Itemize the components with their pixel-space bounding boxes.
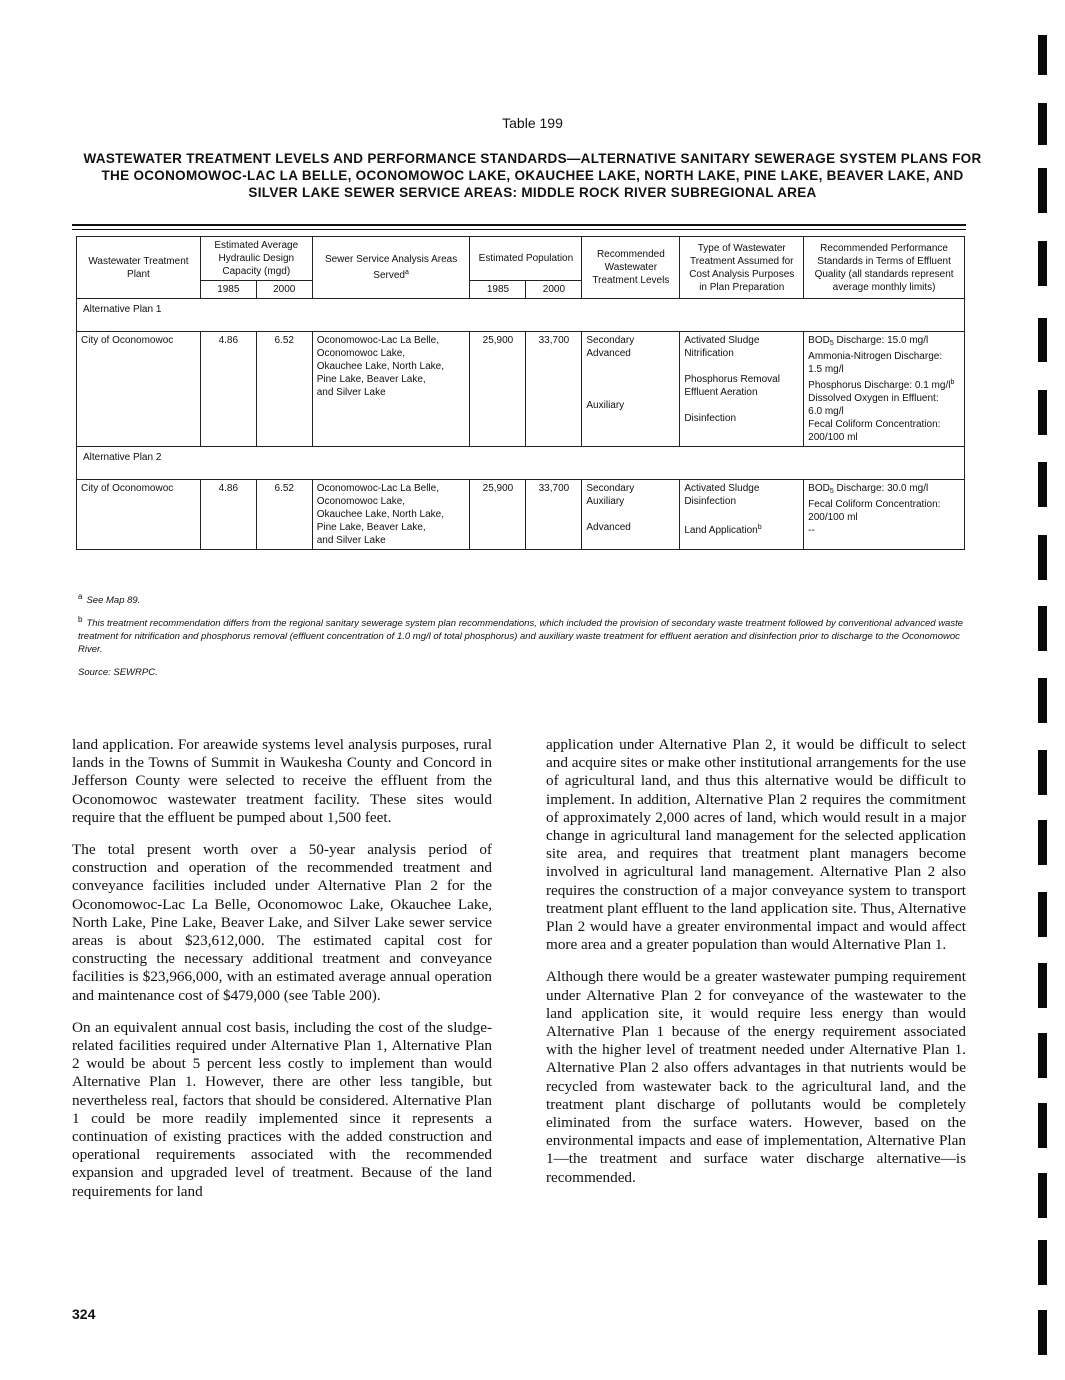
table-top-rule-thin	[72, 229, 966, 230]
revision-bar	[1038, 168, 1047, 213]
footnote-a: $^a$ See Map 89.	[78, 592, 141, 606]
revision-bar	[1038, 390, 1047, 435]
header-population-2000: 2000	[526, 281, 582, 299]
header-capacity: Estimated Average Hydraulic Design Capacity (mgd)	[200, 237, 312, 281]
paragraph: application under Alternative Plan 2, it would be difficult to select and acquire sites or make other institutional arrangements for the use of agricultural land, and thus this alternative would be difficult to implement. In addition, Alternative Plan 2 requires the commitment of approximately 2,000 acres of land, which would result in a major change in agricultural land management for the selected application site area, and requires that treatment plant managers become involved in agricultural land management. Alternative Plan 2 also requires the construction of a major conveyance system to transport treatment plant effluent to the land application site. Thus, Alternative Plan 2 would have a greater environmental impact and would affect more area and a greater population than would Alternative Plan 1.	[546, 736, 966, 954]
paragraph: On an equivalent annual cost basis, including the cost of the sludge-related facilities required under Alternative Plan 1, Alternative Plan 2 would be about 5 percent less costly to implement than would Alternative Plan 1. However, there are other less tangible, but nevertheless real, factors that should be considered. Alternative Plan 1 could be more readily implemented since it represents a continuation of existing practices with the added construction and operational requirements associated with the recommended expansion and upgraded level of treatment. Because of the land requirements for land	[72, 1018, 492, 1200]
service-areas: Oconomowoc-Lac La Belle, Oconomowoc Lake, Okauchee Lake, North Lake, Pine Lake, Beaver Lake, and Silver Lake	[312, 480, 470, 550]
body-column-right	[546, 736, 966, 1201]
revision-bar	[1038, 1240, 1047, 1285]
revision-bar	[1038, 606, 1047, 651]
plan-label: Alternative Plan 2	[77, 447, 965, 480]
revision-bar	[1038, 35, 1047, 75]
table-row	[77, 480, 965, 550]
header-capacity-2000: 2000	[256, 281, 312, 299]
header-population: Estimated Population	[470, 237, 582, 281]
header-standards: Recommended Performance Standards in Terms of Effluent Quality (all standards represent average monthly limits)	[804, 237, 965, 299]
body-column-left	[72, 736, 492, 1215]
plant-name: City of Oconomowoc	[77, 332, 201, 447]
plan-label: Alternative Plan 1	[77, 299, 965, 332]
paragraph: Although there would be a greater wastewater pumping requirement under Alternative Plan 2 for conveyance of the wastewater to the land application site, it would require less energy than would Alternative Plan 1 because of the energy requirement associated with the higher level of treatment needed under Alternative Plan 1. Alternative Plan 2 also offers advantages in that nutrients would be recycled from wastewater back to the agricultural land, and the treatment plant discharge of pollutants would be completely eliminated from the surface waters. However, based on the environmental impacts and ease of implementation, Alternative Plan 1—the treatment and surface water discharge alternative—is recommended.	[546, 968, 966, 1186]
header-plant: Wastewater Treatment Plant	[77, 237, 201, 299]
revision-bar	[1038, 892, 1047, 937]
revision-bar	[1038, 750, 1047, 795]
revision-bar	[1038, 1103, 1047, 1148]
table-heading: WASTEWATER TREATMENT LEVELS AND PERFORMANCE STANDARDS—ALTERNATIVE SANITARY SEWERAGE SYSTEM PLANS FOR THE OCONOMOWOC-LAC LA BELLE, OCONOMOWOC LAKE, OKAUCHEE LAKE, NORTH LAKE, PINE LAKE, BEAVER LAKE, AND SILVER LAKE SEWER SERVICE AREAS: MIDDLE ROCK RIVER SUBREGIONAL AREA	[83, 151, 982, 200]
revision-bar	[1038, 535, 1047, 580]
header-row	[77, 237, 965, 281]
table-footnotes	[78, 590, 968, 679]
header-treatment-type: Type of Wastewater Treatment Assumed for Cost Analysis Purposes in Plan Preparation	[680, 237, 804, 299]
treatment-types: Activated Sludge Nitrification Phosphorus Removal Effluent Aeration Disinfection	[680, 332, 804, 447]
population-2000: 33,700	[526, 480, 582, 550]
capacity-1985: 4.86	[200, 480, 256, 550]
revision-bar	[1038, 678, 1047, 723]
population-1985: 25,900	[470, 480, 526, 550]
treatment-types: Activated Sludge Disinfection Land Application$^b$	[680, 480, 804, 550]
paragraph: land application. For areawide systems level analysis purposes, rural lands in the Towns of Summit in Waukesha County and Concord in Jefferson County were selected to receive the effluent from the Oconomowoc wastewater treatment facility. These sites would require that the effluent be pumped about 1,500 feet.	[72, 736, 492, 826]
treatment-levels: Secondary Auxiliary Advanced	[582, 480, 680, 550]
performance-standards: $BOD_5$ Discharge: 30.0 mg/l Fecal Coliform Concentration: 200/100 ml --	[804, 480, 965, 550]
header-population-1985: 1985	[470, 281, 526, 299]
header-capacity-1985: 1985	[200, 281, 256, 299]
treatment-levels: Secondary Advanced Auxiliary	[582, 332, 680, 447]
revision-bar	[1038, 241, 1047, 286]
table-source: Source: SEWRPC.	[78, 667, 158, 678]
revision-bar	[1038, 820, 1047, 865]
table-top-rule	[72, 224, 966, 226]
paragraph: The total present worth over a 50-year analysis period of construction and operation of the recommended treatment and conveyance facilities included under Alternative Plan 2 for the Oconomowoc-Lac La Belle, Oconomowoc Lake, Okauchee Lake, North Lake, Pine Lake, Beaver Lake, and Silver Lake sewer service areas is about $23,612,000. The estimated capital cost for constructing the necessary additional treatment and conveyance facilities is $23,966,000, with an estimated average annual operation and maintenance cost of $479,000 (see Table 200).	[72, 841, 492, 1004]
plan-label-row	[77, 447, 965, 480]
revision-bar	[1038, 318, 1047, 362]
treatment-table	[76, 236, 965, 550]
revision-bar	[1038, 1310, 1047, 1355]
population-2000: 33,700	[526, 332, 582, 447]
capacity-2000: 6.52	[256, 332, 312, 447]
header-recommended-levels: Recommended Wastewater Treatment Levels	[582, 237, 680, 299]
service-areas: Oconomowoc-Lac La Belle, Oconomowoc Lake, Okauchee Lake, North Lake, Pine Lake, Beaver Lake, and Silver Lake	[312, 332, 470, 447]
plan-label-row	[77, 299, 965, 332]
revision-bar	[1038, 462, 1047, 507]
header-service-areas: Sewer Service Analysis Areas Served$^a$	[312, 237, 470, 299]
page-number: 324	[72, 1306, 96, 1322]
capacity-2000: 6.52	[256, 480, 312, 550]
footnote-b: $^b$ This treatment recommendation differs from the regional sanitary sewerage system plan recommendations, which included the provision of secondary waste treatment followed by conventional advanced waste treatment for nitrification and phosphorus removal (effluent concentration of 1.0 mg/l of total phosphorus) and auxiliary waste treatment for effluent aeration and disinfection prior to discharge to the Oconomowoc River.	[78, 615, 964, 655]
plant-name: City of Oconomowoc	[77, 480, 201, 550]
table-number: Table 199	[502, 115, 563, 131]
revision-bar	[1038, 963, 1047, 1008]
revision-bar	[1038, 1033, 1047, 1078]
population-1985: 25,900	[470, 332, 526, 447]
capacity-1985: 4.86	[200, 332, 256, 447]
revision-bar	[1038, 1173, 1047, 1218]
table-row	[77, 332, 965, 447]
performance-standards: $BOD_5$ Discharge: 15.0 mg/l Ammonia-Nitrogen Discharge: 1.5 mg/l Phosphorus Discharge: 0.1 $mg/l^b$ Dissolved Oxygen in Effluent: 6.0 mg/l Fecal Coliform Concentration: 200/100 ml	[804, 332, 965, 447]
